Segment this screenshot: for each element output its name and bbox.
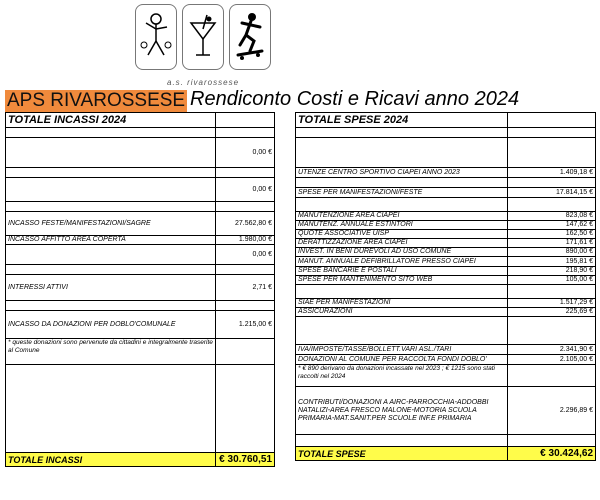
income-amount: 1.215,00 € — [216, 311, 275, 339]
expense-amount: 17.814,15 € — [508, 188, 596, 198]
expense-amount: 147,62 € — [508, 221, 596, 230]
income-total-amount: € 30.760,51 — [216, 453, 275, 467]
expense-label: MANUT. ANNUALE DEFIBRILLATORE PRESSO CIAPEI — [296, 257, 508, 267]
table-row — [6, 311, 275, 339]
report-title: Rendiconto Costi e Ricavi anno 2024 — [190, 88, 520, 110]
expense-label: QUOTE ASSOCIATIVE UISP — [296, 230, 508, 239]
cocktail-logo-icon — [182, 4, 224, 70]
table-row — [296, 212, 596, 221]
expense-label: DERATTIZZAZIONE AREA CIAPEI — [296, 239, 508, 248]
income-label: INCASSO DA DONAZIONI PER DOBLO'COMUNALE — [6, 311, 216, 339]
expense-amount: 2.296,89 € — [508, 387, 596, 435]
table-row — [6, 212, 275, 236]
expense-label: DONAZIONI AL COMUNE PER RACCOLTA FONDI DOBLO' — [296, 355, 508, 365]
expense-label: ASSICURAZIONI — [296, 308, 508, 317]
expense-amount: 1.409,18 € — [508, 168, 596, 178]
expenses-header: TOTALE SPESE 2024 — [296, 113, 508, 128]
expense-label: INVEST. IN BENI DUREVOLI AD USO COMUNE — [296, 248, 508, 257]
table-row — [6, 138, 275, 168]
table-row — [296, 355, 596, 365]
expense-amount: 2.341,90 € — [508, 345, 596, 355]
income-amount: 0,00 € — [216, 245, 275, 265]
table-row — [296, 248, 596, 257]
table-row — [6, 245, 275, 265]
expense-amount: 195,81 € — [508, 257, 596, 267]
expense-amount: 218,90 € — [508, 267, 596, 276]
table-row — [296, 345, 596, 355]
table-row — [296, 308, 596, 317]
income-amount: 1.980,00 € — [216, 236, 275, 245]
income-label — [6, 245, 216, 265]
expenses-total-amount: € 30.424,62 — [508, 447, 596, 461]
table-row — [296, 230, 596, 239]
income-label — [6, 138, 216, 168]
expense-label: IVA/IMPOSTE/TASSE/BOLLETT.VARI ASL./TARI — [296, 345, 508, 355]
table-row — [296, 239, 596, 248]
expense-amount: 2.105,00 € — [508, 355, 596, 365]
income-label: INCASSO AFFITTO AREA COPERTA — [6, 236, 216, 245]
table-row — [6, 275, 275, 301]
expenses-table — [295, 112, 596, 461]
table-row — [296, 267, 596, 276]
table-row — [296, 188, 596, 198]
expenses-note: * € 890 derivano da donazioni incassate nel 2023 ; € 1215 sono stati raccolti nel 2024 — [296, 365, 508, 387]
income-amount: 2,71 € — [216, 275, 275, 301]
expenses-total-label: TOTALE SPESE — [296, 447, 508, 461]
expense-label: MANUTENZ. ANNUALE ESTINTORI — [296, 221, 508, 230]
logo-group — [135, 4, 275, 76]
table-row — [296, 276, 596, 285]
expense-amount: 225,69 € — [508, 308, 596, 317]
income-note-row — [6, 339, 275, 365]
income-label: INCASSO FESTE/MANIFESTAZIONI/SAGRE — [6, 212, 216, 236]
table-row — [6, 178, 275, 202]
income-label — [6, 178, 216, 202]
income-amount: 0,00 € — [216, 138, 275, 168]
expense-amount: 105,00 € — [508, 276, 596, 285]
expense-label: SIAE PER MANIFESTAZIONI — [296, 299, 508, 308]
table-row — [296, 387, 596, 435]
expense-amount: 162,50 € — [508, 230, 596, 239]
expense-label: MANUTENZIONE AREA CIAPEI — [296, 212, 508, 221]
income-total-row — [6, 453, 275, 467]
logo-caption: a.s. rivarossese — [167, 78, 240, 87]
income-table — [5, 112, 275, 467]
table-row — [296, 299, 596, 308]
income-amount: 0,00 € — [216, 178, 275, 202]
expense-label: SPESE PER MANIFESTAZIONI/FESTE — [296, 188, 508, 198]
organization-name: APS RIVAROSSESE — [7, 90, 186, 111]
table-row — [6, 236, 275, 245]
expense-amount: 1.517,29 € — [508, 299, 596, 308]
expense-label: SPESE PER MANTENIMENTO SITO WEB — [296, 276, 508, 285]
expense-label: CONTRIBUTI/DONAZIONI A AIRC-PARROCCHIA-ADDOBBI NATALIZI-AREA FRESCO MALONE-MOTORIA SCUOLA PRIMARIA-MAT.SANIT.PER SCUOLE INF.E PRIMARIA — [296, 387, 508, 435]
expense-label: SPESE BANCARIE E POSTALI — [296, 267, 508, 276]
income-total-label: TOTALE INCASSI — [6, 453, 216, 467]
expense-amount: 823,08 € — [508, 212, 596, 221]
income-note: * queste donazioni sono pervenute da cittadini e integralmente traserite al Comune — [6, 339, 216, 365]
expenses-header-row — [296, 113, 596, 128]
skater-logo-icon — [229, 4, 271, 70]
expense-amount: 171,61 € — [508, 239, 596, 248]
table-row — [296, 221, 596, 230]
expense-label: UTENZE CENTRO SPORTIVO CIAPEI ANNO 2023 — [296, 168, 508, 178]
income-amount: 27.562,80 € — [216, 212, 275, 236]
income-header-row — [6, 113, 275, 128]
expense-amount: 890,00 € — [508, 248, 596, 257]
table-row — [296, 168, 596, 178]
juggler-logo-icon — [135, 4, 177, 70]
table-row — [296, 257, 596, 267]
expenses-note-row — [296, 365, 596, 387]
income-header: TOTALE INCASSI 2024 — [6, 113, 216, 128]
expenses-total-row — [296, 447, 596, 461]
income-label: INTERESSI ATTIVI — [6, 275, 216, 301]
